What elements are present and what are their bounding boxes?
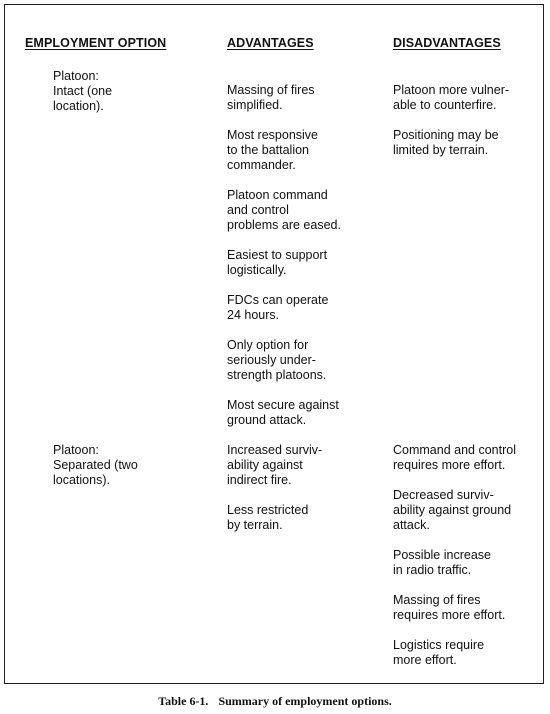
advantage-item: Only option for seriously under- strength platoons. [227,338,327,382]
table-frame [4,4,544,684]
advantage-item: Most secure against ground attack. [227,398,339,427]
disadvantage-item: Positioning may be limited by terrain. [393,128,499,157]
advantage-item: Most responsive to the battalion commander. [227,128,319,172]
option-platoon-intact: Platoon: Intact (one location). [53,69,113,113]
disadvantage-item: Logistics require more effort. [393,638,485,667]
caption-title: Summary of employment options. [218,694,392,708]
header-disadvantages: DISADVANTAGES [393,36,501,50]
advantage-item: Less restricted by terrain. [227,503,309,532]
advantage-item: FDCs can operate 24 hours. [227,293,329,322]
header-employment-option: EMPLOYMENT OPTION [25,36,167,50]
caption-number: Table 6-1. [158,694,209,708]
disadvantage-item: Decreased surviv- ability against ground attack. [393,488,512,532]
header-advantages: ADVANTAGES [227,36,314,50]
advantage-item: Massing of fires simplified. [227,83,315,112]
disadvantage-item: Possible increase in radio traffic. [393,548,491,577]
advantage-item: Increased surviv- ability against indirect fire. [227,443,323,487]
disadvantage-item: Platoon more vulner- able to counterfire. [393,83,510,112]
disadvantage-item: Massing of fires requires more effort. [393,593,506,622]
table-caption [0,694,550,709]
advantage-item: Platoon command and control problems are eased. [227,188,341,232]
advantage-item: Easiest to support logistically. [227,248,328,277]
option-platoon-separated: Platoon: Separated (two locations). [53,443,138,487]
disadvantage-item: Command and control requires more effort. [393,443,516,472]
